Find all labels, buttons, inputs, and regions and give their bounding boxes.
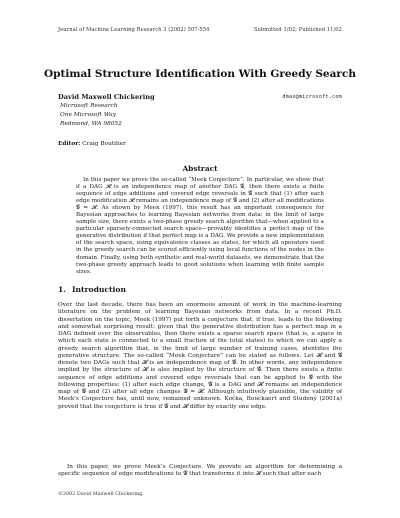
copyright-footer: ©2002 David Maxwell Chickering. (58, 491, 144, 497)
intro-paragraph-2: In this paper, we prove Meek’s Conjecture. We provide an algorithm for determining a specific sequence of edge modifications to 𝓖 that transforms it into 𝓗 such that after each (58, 464, 342, 478)
editor-name: Craig Boutilier (82, 141, 126, 147)
affiliation-line: Redmond, WA 98052 (60, 121, 122, 127)
section-heading (58, 285, 126, 294)
submission-dates: Submitted 1/02; Published 11/02 (253, 27, 342, 33)
journal-header: Journal of Machine Learning Research 3 (2002) 507-554 (58, 27, 210, 33)
section-number: 1. (58, 285, 66, 294)
editor-line (58, 141, 126, 147)
paper-title: Optimal Structure Identification With Greedy Search (44, 68, 356, 80)
author-email: dmax@microsoft.com (282, 94, 342, 100)
intro-paragraph-1: Over the last decade, there has been an enormous amount of work in the machine-learning literature on the problem of learning Bayesian networks from data. In a recent Ph.D. dissertation on the topic, Meek (1997) put forth a conjecture that, if true, leads to the following and somewhat surprising result: given that the generative distribution has a perfect map in a DAG defined over the observables, then there exists a sparse search space (that is, a space in which each state is connected to a small fraction of the total states) to which we can apply a greedy search algorithm that, in the limit of large number of training cases, identifies the generative structure. The so-called “Meek Conjecture” can be stated as follows. Let 𝓗 and 𝓖 denote two DAGs such that 𝓗 is an independence map of 𝓖. In other words, any independence implied by the structure of 𝓗 is also implied by the structure of 𝓖. Then there exists a finite sequence of edge additions and covered edge reversals that can be applied to 𝓖 with the following properties: (1) after each edge change, 𝓖 is a DAG and 𝓗 remains an independence map of 𝓖 and (2) after all edge changes 𝓖 = 𝓗. Although intuitively plausible, the validity of Meek’s Conjecture has, until now, remained unknown. Kočka, Bouckaert and Studený (2001a) proved that the conjecture is true if 𝓖 and 𝓗 differ by exactly one edge. (58, 302, 342, 410)
section-title: Introduction (71, 285, 127, 294)
affiliation-line: One Microsoft Way (60, 112, 117, 118)
affiliation-line: Microsoft Research (60, 103, 118, 109)
abstract-text: In this paper we prove the so-called “Meek Conjecture”. In particular, we show that if a DAG 𝓗 is an independence map of another DAG 𝓖, then there exists a finite sequence of edge additions and covered edge reversals in 𝓖 such that (1) after each edge modification 𝓗 remains an independence map of 𝓖 and (2) after all modifications 𝓖 = 𝓗. As shown by Meek (1997), this result has an important consequence for Bayesian approaches to learning Bayesian networks from data: in the limit of large sample size, there exists a two-phase greedy search algorithm that—when applied to a particular sparsely-connected search space—provably identifies a perfect map of the generative distribution if that perfect map is a DAG. We provide a new implementation of the search space, using equivalence classes as states, for which all operators used in the greedy search can be scored efficiently using local functions of the nodes in the domain. Finally, using both synthetic and real-world datasets, we demonstrate that the two-phase greedy approach leads to good solutions when learning with finite sample sizes. (76, 177, 324, 275)
author-name: David Maxwell Chickering (58, 93, 155, 101)
abstract-heading: Abstract (182, 164, 218, 173)
editor-label: Editor: (58, 141, 81, 147)
